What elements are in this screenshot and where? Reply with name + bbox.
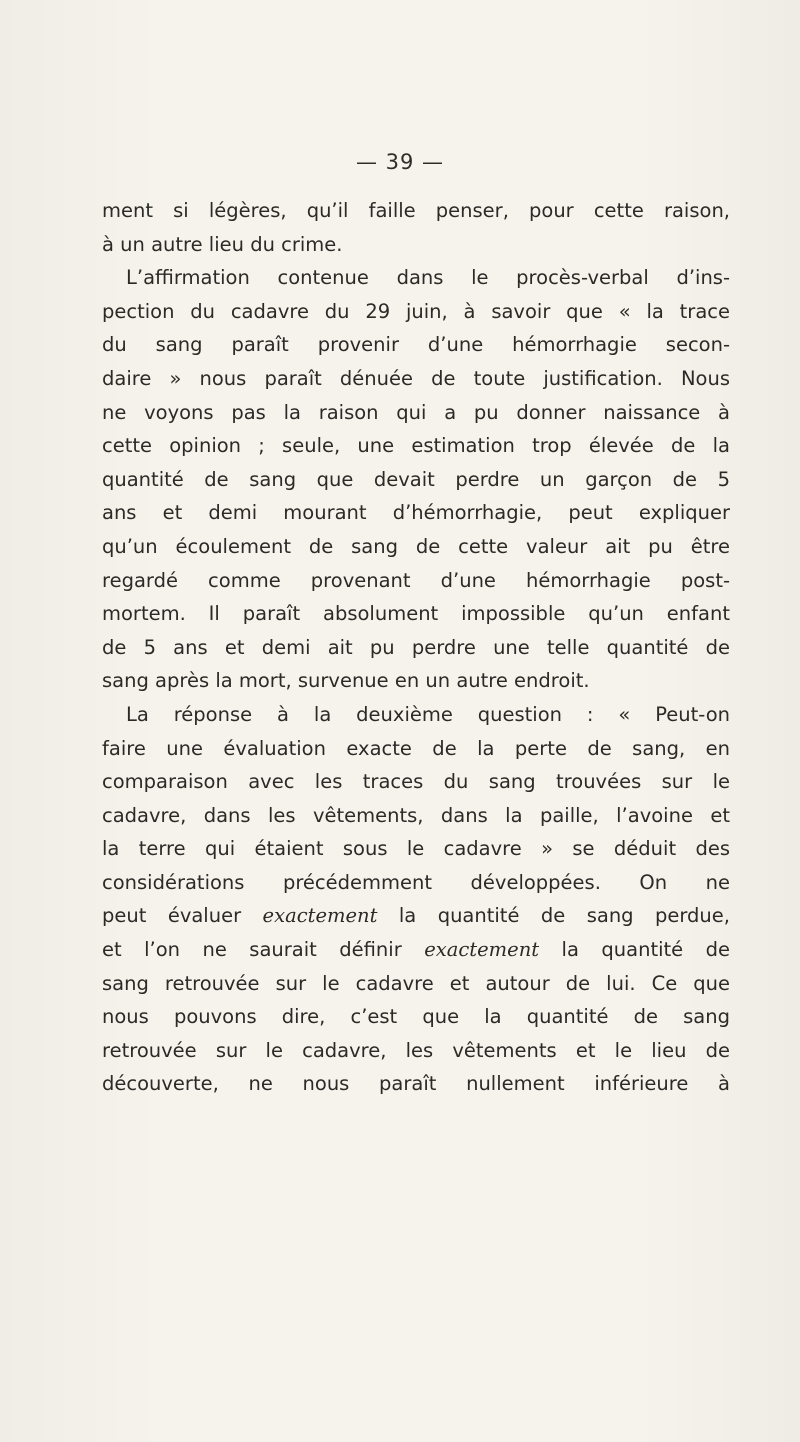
- text-line: L’affirmation contenue dans le procès-verbal d’ins-: [126, 266, 730, 290]
- text-line: ans et demi mourant d’hémorrhagie, peut expliquer: [102, 501, 730, 525]
- text-line: cette opinion ; seule, une estimation trop élevée de la: [102, 434, 730, 458]
- text-line: faire une évaluation exacte de la perte de sang, en: [102, 736, 730, 760]
- text-line: comparaison avec les traces du sang trouvées sur le: [102, 770, 730, 794]
- italic-emphasis: exactement: [262, 904, 378, 928]
- text-segment: peut évaluer: [102, 904, 263, 928]
- text-line: regardé comme provenant d’une hémorrhagie post-: [102, 568, 730, 592]
- text-segment: la quantité de sang perdue,: [377, 904, 730, 928]
- text-line: cadavre, dans les vêtements, dans la paille, l’avoine et: [102, 803, 730, 827]
- text-line: [102, 933, 730, 967]
- text-line: nous pouvons dire, c’est que la quantité de sang: [102, 1005, 730, 1029]
- text-line: qu’un écoulement de sang de cette valeur ait pu être: [102, 534, 730, 558]
- italic-emphasis: exactement: [424, 938, 540, 962]
- text-line: mortem. Il paraît absolument impossible qu’un enfant: [102, 602, 730, 626]
- text-line: [102, 899, 730, 933]
- text-segment: et l’on ne saurait définir: [102, 938, 425, 962]
- text-line: pection du cadavre du 29 juin, à savoir que « la trace: [102, 299, 730, 323]
- text-line: la terre qui étaient sous le cadavre » se déduit des: [102, 837, 730, 861]
- text-line: sang retrouvée sur le cadavre et autour de lui. Ce que: [102, 971, 730, 995]
- text-line: considérations précédemment développées. On ne: [102, 870, 730, 894]
- text-line: quantité de sang que devait perdre un garçon de 5: [102, 467, 730, 491]
- text-line: à un autre lieu du crime.: [102, 232, 343, 256]
- text-line: du sang paraît provenir d’une hémorrhagie secon-: [102, 333, 730, 357]
- text-line: sang après la mort, survenue en un autre endroit.: [102, 669, 590, 693]
- page-number: — 39 —: [355, 150, 445, 174]
- text-line: ment si légères, qu’il faille penser, pour cette raison,: [102, 199, 730, 222]
- text-line: daire » nous paraît dénuée de toute justification. Nous: [102, 366, 730, 390]
- text-line: ne voyons pas la raison qui a pu donner naissance à: [102, 400, 730, 424]
- text-segment: la quantité de: [539, 938, 730, 962]
- body-text: [102, 194, 730, 1101]
- text-line: découverte, ne nous paraît nullement inférieure à: [102, 1072, 730, 1096]
- text-line: retrouvée sur le cadavre, les vêtements et le lieu de: [102, 1038, 730, 1062]
- text-line: La réponse à la deuxième question : « Peut-on: [126, 702, 730, 726]
- text-line: de 5 ans et demi ait pu perdre une telle quantité de: [102, 635, 730, 659]
